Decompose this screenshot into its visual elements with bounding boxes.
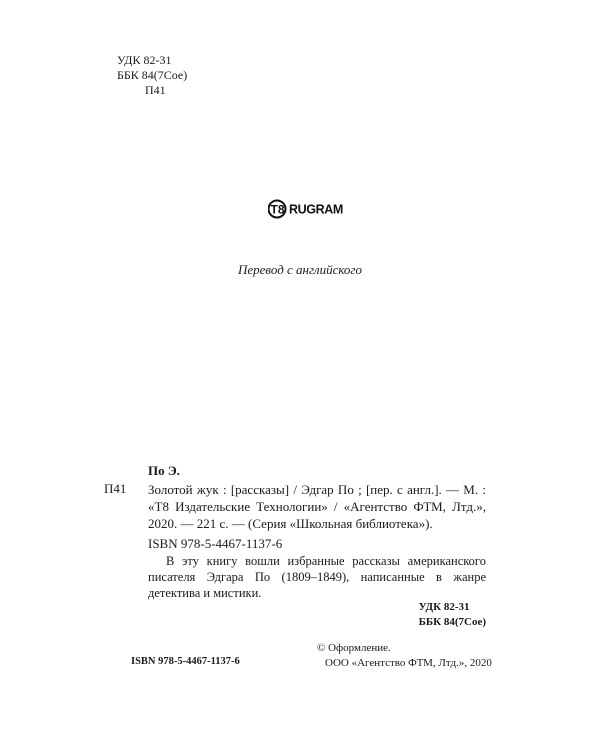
copyright-block (317, 641, 492, 671)
catalog-classification (419, 600, 486, 630)
author-mark-code: П41 (145, 83, 166, 97)
bbk-code: ББК 84(7Сое) (117, 68, 188, 82)
bibliographic-description: Золотой жук : [рассказы] / Эдгар По ; [пер. с англ.]. — М. : «Т8 Издательские Технологии» / «Агентство ФТМ, Лтд.», 2020. — 221 с. — (Серия «Школьная библиотека»). (148, 482, 486, 531)
footer-isbn: ISBN 978-5-4467-1137-6 (131, 656, 240, 667)
rugram-logo-icon (268, 197, 352, 221)
catalog-author: По Э. (148, 463, 180, 478)
udk-code: УДК 82-31 (117, 53, 172, 67)
copyright-line-2: ООО «Агентство ФТМ, Лтд.», 2020 (325, 657, 492, 669)
catalog-bbk: ББК 84(7Сое) (418, 616, 486, 628)
copyright-line-1: © Оформление. (317, 642, 391, 654)
svg-text:T8: T8 (270, 202, 285, 217)
annotation-text: В эту книгу вошли избранные рассказы американского писателя Эдгара По (1809–1849), написанные в жанре детектива и мистики. (148, 554, 486, 600)
publisher-logo (268, 197, 352, 221)
catalog-isbn: ISBN 978-5-4467-1137-6 (148, 536, 283, 551)
classification-header (117, 53, 187, 98)
catalog-code: П41 (104, 481, 127, 496)
translation-note: Перевод с английского (237, 262, 363, 277)
catalog-udk: УДК 82-31 (418, 601, 470, 613)
svg-text:RUGRAM: RUGRAM (289, 202, 343, 217)
